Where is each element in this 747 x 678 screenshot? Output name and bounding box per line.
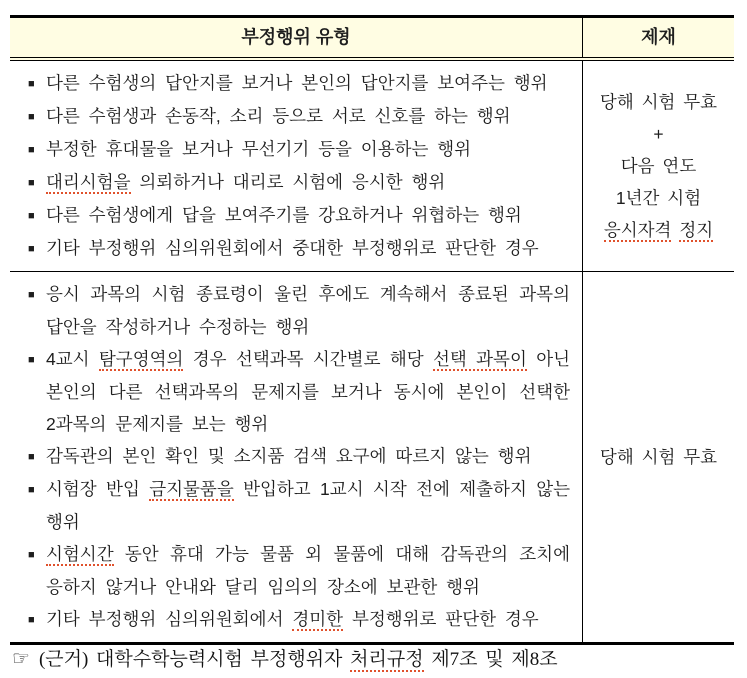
bullet-item: [28, 343, 570, 440]
text-segment: 다른 수험생에게 답을 보여주기를 강요하거나 위협하는 행위: [46, 205, 522, 225]
bullet-square-icon: ■: [28, 484, 35, 496]
bullet-item: [28, 166, 570, 199]
bullet-square-icon: ■: [28, 177, 35, 189]
bullet-item: [28, 232, 570, 265]
bullet-item: [28, 278, 570, 343]
text-segment: 기타 부정행위 심의위원회에서: [46, 609, 293, 629]
text-segment: (근거) 대학수학능력시험 부정행위자: [38, 649, 351, 670]
text-segment: 당해 시험 무효: [599, 447, 718, 467]
sanction-line: [621, 150, 696, 182]
bullet-square-icon: ■: [28, 614, 35, 626]
spellcheck-underline: 대리시험을: [46, 172, 131, 192]
legal-basis-text: [39, 649, 558, 672]
text-segment: 응시 과목의 시험 종료령이 울린 후에도 계속해서 종료된 과목의 답안을 작성하거나 수정하는 행위: [46, 284, 570, 337]
text-segment: 기타 부정행위 심의위원회에서 중대한 부정행위로 판단한 경우: [46, 238, 539, 258]
text-segment: +: [653, 124, 664, 144]
bullet-item: [28, 199, 570, 232]
header-sanction: 제재: [641, 27, 676, 47]
bullet-item: [28, 133, 570, 166]
text-segment: 감독관의 본인 확인 및 소지품 검색 요구에 따르지 않는 행위: [46, 446, 532, 466]
text-segment: 경우 선택과목 시간별로 해당: [183, 349, 433, 369]
text-segment: 다른 수험생과 손동작, 소리 등으로 서로 신호를 하는 행위: [46, 106, 511, 126]
sanction-line: [653, 118, 663, 150]
legal-basis-note: [12, 644, 558, 671]
text-segment: 제7조 및 제8조: [423, 649, 558, 670]
bullet-square-icon: ■: [28, 289, 35, 301]
sanction-cell-severe: [583, 61, 734, 271]
bullet-item: [28, 440, 570, 473]
table-header-row: [10, 18, 734, 61]
text-segment: 당해 시험 무효: [599, 92, 718, 112]
bullet-square-icon: ■: [28, 144, 35, 156]
text-segment: 아닌 본인의 다른 선택과목의 문제지를 보거나 동시에 본인이 선택한 2과목의 문제지를 보는 행위: [46, 349, 571, 434]
spellcheck-underline: 정지: [679, 220, 714, 240]
pointing-hand-icon: ☞: [12, 648, 30, 670]
spellcheck-underline: 시험시간: [46, 544, 114, 564]
text-segment: 부정한 휴대물을 보거나 무선기기 등을 이용하는 행위: [46, 139, 472, 159]
bullet-square-icon: ■: [28, 243, 35, 255]
bullet-item: [28, 473, 570, 538]
bullet-item: [28, 67, 570, 100]
sanction-line: [616, 182, 701, 214]
table-row-severe-misconduct: [10, 61, 734, 272]
bullet-item: [28, 603, 570, 636]
bullet-square-icon: ■: [28, 111, 35, 123]
text-segment: 1년간 시험: [615, 188, 702, 208]
bullet-square-icon: ■: [28, 210, 35, 222]
text-segment: 4교시: [46, 349, 99, 369]
spellcheck-underline: 선택 과목이: [432, 349, 527, 369]
text-segment: 다음 연도: [620, 156, 697, 176]
bullet-square-icon: ■: [28, 354, 35, 366]
spellcheck-underline: 처리규정: [350, 649, 424, 670]
bullet-item: [28, 538, 570, 603]
sanction-line: [600, 86, 717, 118]
bullet-square-icon: ■: [28, 451, 35, 463]
bullet-square-icon: ■: [28, 78, 35, 90]
spellcheck-underline: 금지물품을: [149, 479, 234, 499]
bullet-square-icon: ■: [28, 549, 35, 561]
sanction-cell-minor: [583, 272, 734, 642]
misconduct-list-minor: [10, 272, 583, 642]
text-segment: 반입하고 1교시 시작 전에 제출하지 않는 행위: [46, 479, 571, 532]
text-segment: 부정행위로 판단한 경우: [343, 609, 539, 629]
spellcheck-underline: 경미한: [292, 609, 344, 629]
table-row-minor-misconduct: [10, 272, 734, 642]
misconduct-list-severe: [10, 61, 583, 271]
header-misconduct-type: 부정행위 유형: [10, 18, 583, 57]
misconduct-table: [10, 15, 734, 645]
spellcheck-underline: 응시자격: [603, 220, 672, 240]
sanction-line: [604, 214, 713, 246]
bullet-item: [28, 100, 570, 133]
text-segment: 의뢰하거나 대리로 시험에 응시한 행위: [130, 172, 446, 192]
text-segment: 다른 수험생의 답안지를 보거나 본인의 답안지를 보여주는 행위: [46, 73, 548, 93]
text-segment: 시험장 반입: [46, 479, 150, 499]
text-segment: 동안 휴대 가능 물품 외 물품에 대해 감독관의 조치에 응하지 않거나 안내와 달리 임의의 장소에 보관한 행위: [46, 544, 570, 597]
spellcheck-underline: 탐구영역의: [98, 349, 184, 369]
sanction-line: [600, 441, 717, 473]
